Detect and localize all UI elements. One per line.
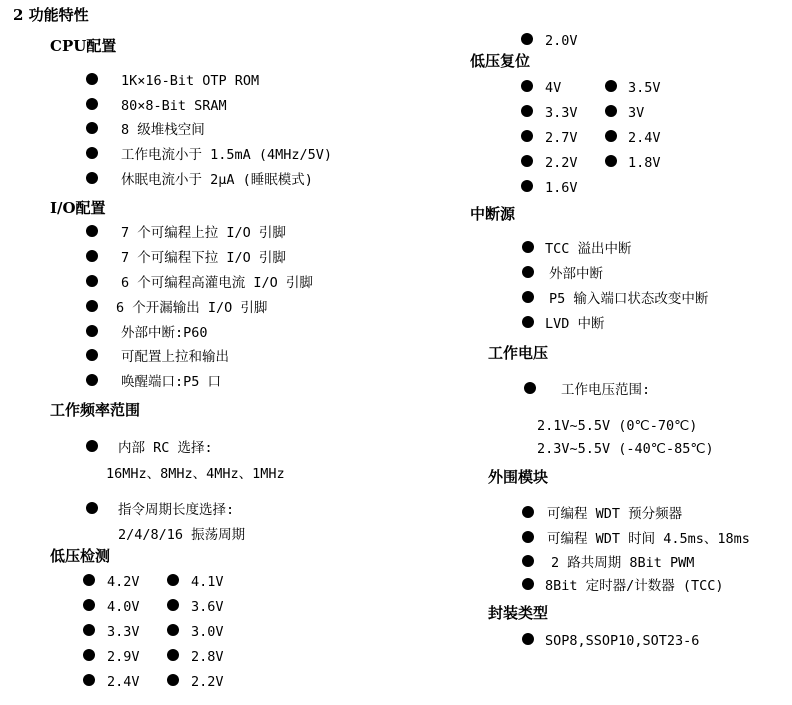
lvr-value: 3.3V [545,105,578,121]
voltage-heading: 工作电压 [488,344,549,362]
bullet-icon [521,105,533,117]
section-title: 2 功能特性 [13,6,89,24]
bullet-icon [524,382,536,394]
bullet-icon [522,241,534,253]
bullet-icon [522,291,534,303]
bullet-icon [83,624,95,636]
lvd-value: 2.2V [191,674,224,690]
lvr-value: 1.6V [545,180,578,196]
bullet-icon [83,599,95,611]
cpu-heading: CPU配置 [50,37,117,55]
bullet-icon [522,316,534,328]
peripheral-heading: 外围模块 [488,468,549,486]
lvd-value: 4.2V [107,574,140,590]
lvr-heading: 低压复位 [470,52,531,70]
cpu-item: 工作电流小于 1.5mA (4MHz/5V) [121,147,333,163]
voltage-range: 2.1V~5.5V (0℃-70℃) [537,418,698,434]
io-item: 可配置上拉和输出 [121,349,229,365]
bullet-icon [86,275,98,287]
bullet-icon [605,155,617,167]
freq-heading: 工作频率范围 [50,401,141,419]
bullet-icon [522,578,534,590]
bullet-icon [167,599,179,611]
cpu-item: 休眠电流小于 2μA (睡眠模式) [121,172,313,188]
freq-values: 2/4/8/16 振荡周期 [118,527,246,543]
bullet-icon [86,98,98,110]
bullet-icon [167,649,179,661]
bullet-icon [605,130,617,142]
bullet-icon [86,440,98,452]
bullet-icon [83,649,95,661]
interrupt-item: TCC 溢出中断 [545,241,632,257]
cpu-item: 1K×16-Bit OTP ROM [121,73,260,89]
bullet-icon [522,531,534,543]
voltage-range: 2.3V~5.5V (-40℃-85℃) [537,441,714,457]
peripheral-item: 2 路共周期 8Bit PWM [551,555,695,571]
peripheral-item: 可编程 WDT 时间 4.5ms、18ms [547,531,750,547]
freq-item: 指令周期长度选择: [118,502,235,518]
bullet-icon [83,674,95,686]
bullet-icon [86,502,98,514]
bullet-icon [83,574,95,586]
bullet-icon [86,300,98,312]
interrupt-item: 外部中断 [549,266,603,282]
bullet-icon [167,624,179,636]
lvd-value: 3.6V [191,599,224,615]
lvd-value: 3.0V [191,624,224,640]
bullet-icon [86,225,98,237]
lvd-value: 3.3V [107,624,140,640]
lvd-value: 2.4V [107,674,140,690]
bullet-icon [86,73,98,85]
cpu-item: 80×8-Bit SRAM [121,98,227,114]
io-item: 唤醒端口:P5 口 [121,374,222,390]
bullet-icon [86,250,98,262]
lvd-heading: 低压检测 [50,547,111,565]
interrupt-item: P5 输入端口状态改变中断 [549,291,709,307]
peripheral-item: 8Bit 定时器/计数器 (TCC) [545,578,724,594]
lvr-value: 2.2V [545,155,578,171]
io-item: 7 个可编程下拉 I/O 引脚 [121,250,286,266]
package-item: SOP8,SSOP10,SOT23-6 [545,633,700,649]
bullet-icon [521,80,533,92]
bullet-icon [605,105,617,117]
interrupt-heading: 中断源 [470,205,516,223]
package-heading: 封装类型 [488,604,549,622]
bullet-icon [86,122,98,134]
lvr-value: 3V [628,105,645,121]
bullet-icon [86,325,98,337]
bullet-icon [86,147,98,159]
freq-values: 16MHz、8MHz、4MHz、1MHz [106,466,285,482]
lvr-value: 3.5V [628,80,661,96]
lvd-value: 2.8V [191,649,224,665]
io-item: 外部中断:P60 [121,325,208,341]
bullet-icon [86,374,98,386]
bullet-icon [605,80,617,92]
bullet-icon [86,349,98,361]
bullet-icon [522,555,534,567]
voltage-item: 工作电压范围: [561,382,651,398]
lvr-value: 1.8V [628,155,661,171]
bullet-icon [167,574,179,586]
bullet-icon [521,180,533,192]
bullet-icon [86,172,98,184]
lvd-value: 4.1V [191,574,224,590]
bullet-icon [522,633,534,645]
lvr-value: 2.4V [628,130,661,146]
io-heading: I/O配置 [50,199,106,217]
peripheral-item: 可编程 WDT 预分频器 [547,506,683,522]
bullet-icon [522,266,534,278]
lvr-value: 2.7V [545,130,578,146]
bullet-icon [522,506,534,518]
io-item: 7 个可编程上拉 I/O 引脚 [121,225,286,241]
cpu-item: 8 级堆栈空间 [121,122,205,138]
bullet-icon [521,130,533,142]
lvr-value: 4V [545,80,562,96]
lvd-value: 4.0V [107,599,140,615]
bullet-icon [521,33,533,45]
lvd-value: 2.0V [545,33,578,49]
bullet-icon [167,674,179,686]
io-item: 6 个开漏输出 I/O 引脚 [116,300,268,316]
io-item: 6 个可编程高灌电流 I/O 引脚 [121,275,313,291]
lvd-value: 2.9V [107,649,140,665]
freq-item: 内部 RC 选择: [118,440,213,456]
interrupt-item: LVD 中断 [545,316,605,332]
bullet-icon [521,155,533,167]
